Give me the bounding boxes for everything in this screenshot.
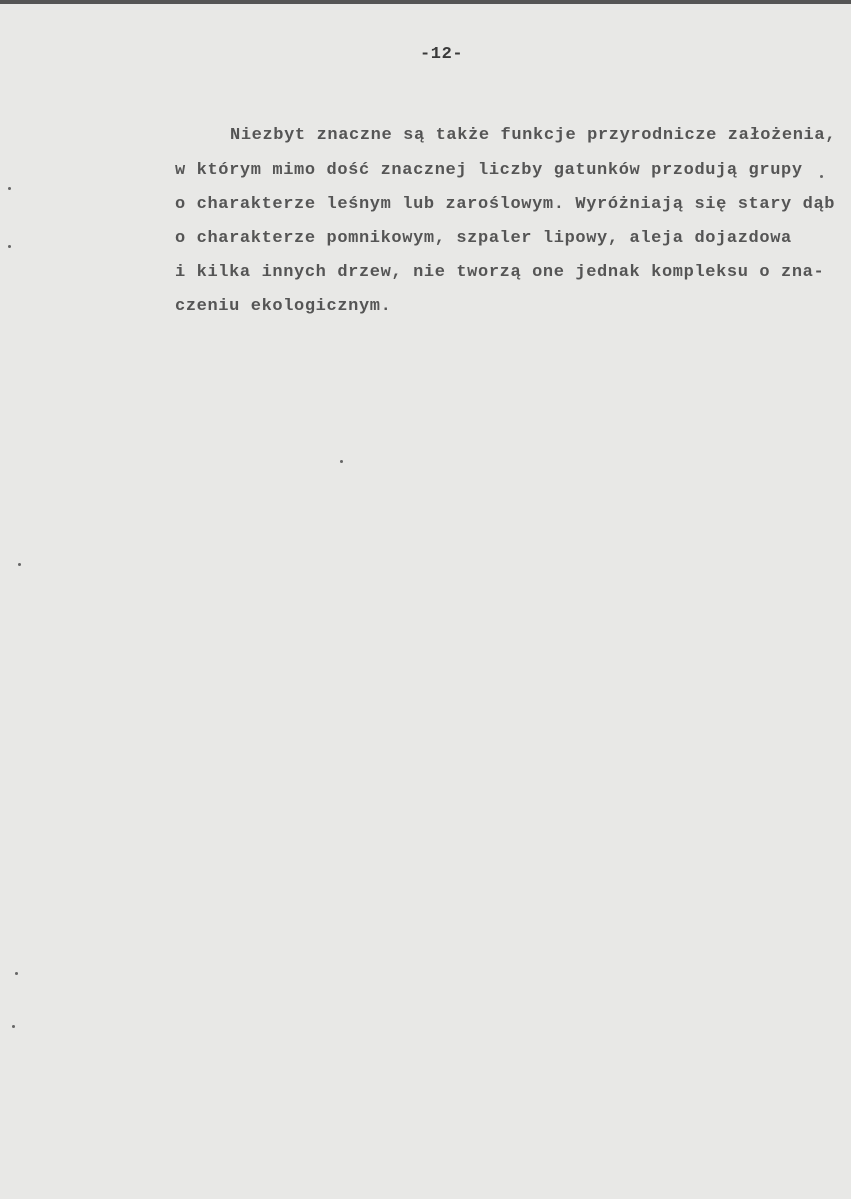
- text-line: i kilka innych drzew, nie tworzą one jednak kompleksu o zna-: [175, 263, 825, 282]
- text-line: czeniu ekologicznym.: [175, 297, 392, 316]
- speck: [18, 563, 21, 566]
- speck: [15, 972, 18, 975]
- text-line: w którym mimo dość znacznej liczby gatunków przodują grupy: [175, 161, 803, 180]
- text-line: o charakterze leśnym lub zaroślowym. Wyróżniają się stary dąb: [175, 195, 836, 214]
- text-line: o charakterze pomnikowym, szpaler lipowy, aleja dojazdowa: [175, 229, 792, 248]
- page-number: -12-: [420, 45, 464, 64]
- speck: [8, 187, 11, 190]
- speck: [12, 1025, 15, 1028]
- speck: [820, 175, 823, 178]
- text-line: Niezbyt znaczne są także funkcje przyrodnicze założenia,: [230, 126, 837, 145]
- scan-edge: [0, 0, 851, 4]
- speck: [8, 245, 11, 248]
- speck: [340, 460, 343, 463]
